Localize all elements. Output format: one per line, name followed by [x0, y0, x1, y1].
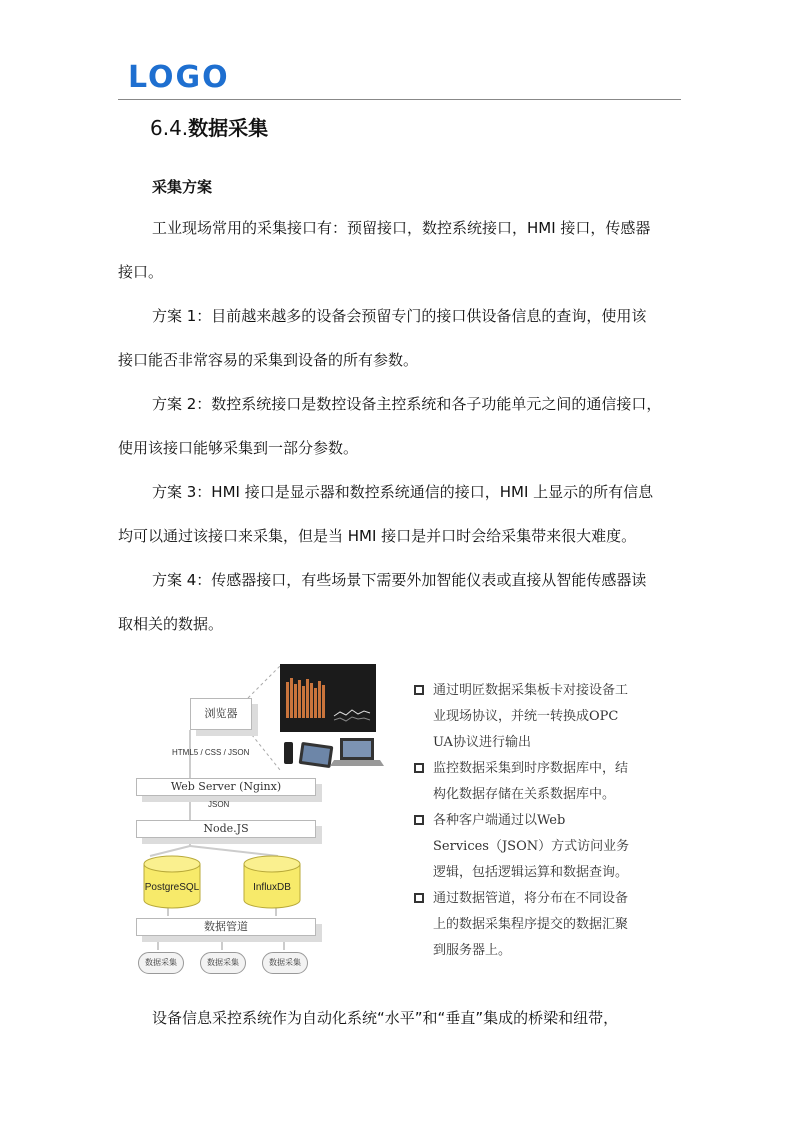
subheading: 采集方案 — [152, 178, 213, 196]
checkbox-square-icon — [414, 893, 424, 903]
paragraph-line: 方案 3：HMI 接口是显示器和数控系统通信的接口，HMI 上显示的所有信息 — [152, 483, 654, 501]
browser-box: 浏览器 — [190, 698, 252, 730]
collector-pill: 数据采集 — [138, 952, 184, 974]
checkbox-square-icon — [414, 685, 424, 695]
paragraph-plan-3 — [118, 470, 688, 558]
paragraph-line: 方案 1：目前越来越多的设备会预留专门的接口供设备信息的查询，使用该 — [152, 307, 647, 325]
bullet-item — [414, 678, 674, 756]
paragraph-plan-1 — [118, 294, 688, 382]
paragraph-line: 接口。 — [118, 263, 164, 281]
bullet-line: 构化数据存储在关系数据库中。 — [433, 787, 616, 802]
paragraph-closing — [118, 996, 688, 1040]
paragraph-line: 使用该接口能够采集到一部分参数。 — [118, 439, 359, 457]
bullet-item — [414, 808, 674, 886]
paragraph-line: 方案 2：数控系统接口是数控设备主控系统和各子功能单元之间的通信接口， — [152, 395, 662, 413]
collector-pill: 数据采集 — [262, 952, 308, 974]
bullet-line: 业现场协议，并统一转换成OPC — [433, 709, 619, 724]
section-title — [150, 112, 268, 141]
bullet-line: 监控数据采集到时序数据库中，结 — [433, 761, 629, 776]
section-number: 6.4. — [150, 116, 189, 140]
paragraph-line: 取相关的数据。 — [118, 615, 224, 633]
data-pipeline-box: 数据管道 — [136, 918, 316, 936]
collector-pill: 数据采集 — [200, 952, 246, 974]
bullet-line: Services（JSON）方式访问业务 — [433, 839, 630, 854]
paragraph-line: 均可以通过该接口来采集，但是当 HMI 接口是并口时会给采集带来很大难度。 — [118, 527, 637, 545]
nodejs-box: Node.JS — [136, 820, 316, 838]
protocol-label-html: HTML5 / CSS / JSON — [172, 748, 250, 757]
paragraph-line: 方案 4：传感器接口，有些场景下需要外加智能仪表或直接从智能传感器读 — [152, 571, 647, 589]
paragraph-plan-2 — [118, 382, 688, 470]
bullet-line: 通过数据管道，将分布在不同设备 — [433, 891, 629, 906]
checkbox-square-icon — [414, 763, 424, 773]
checkbox-square-icon — [414, 815, 424, 825]
architecture-diagram — [128, 660, 398, 980]
bullet-line: UA协议进行输出 — [433, 735, 531, 750]
protocol-label-json: JSON — [208, 800, 230, 809]
paragraph-plan-4 — [118, 558, 688, 646]
bullet-line: 逻辑，包括逻辑运算和数据查询。 — [433, 865, 629, 880]
header-divider — [118, 99, 681, 100]
webserver-box: Web Server (Nginx) — [136, 778, 316, 796]
feature-bullet-list — [414, 678, 674, 964]
paragraph-line: 接口能否非常容易的采集到设备的所有参数。 — [118, 351, 419, 369]
paragraph-line: 工业现场常用的采集接口有：预留接口，数控系统接口，HMI 接口，传感器 — [152, 219, 651, 237]
postgresql-label: PostgreSQL — [144, 882, 200, 893]
bullet-item — [414, 756, 674, 808]
logo: LOGO — [128, 60, 230, 95]
bullet-line: 通过明匠数据采集板卡对接设备工 — [433, 683, 629, 698]
influxdb-label: InfluxDB — [253, 882, 291, 893]
paragraph-interfaces — [118, 206, 688, 294]
bullet-line: 上的数据采集程序提交的数据汇聚 — [433, 917, 629, 932]
bullet-line: 到服务器上。 — [433, 943, 512, 958]
section-title-text: 数据采集 — [188, 116, 269, 140]
bullet-item — [414, 886, 674, 964]
bullet-line: 各种客户端通过以Web — [433, 813, 566, 828]
paragraph-line: 设备信息采控系统作为自动化系统“水平”和“垂直”集成的桥梁和纽带， — [152, 1009, 619, 1027]
